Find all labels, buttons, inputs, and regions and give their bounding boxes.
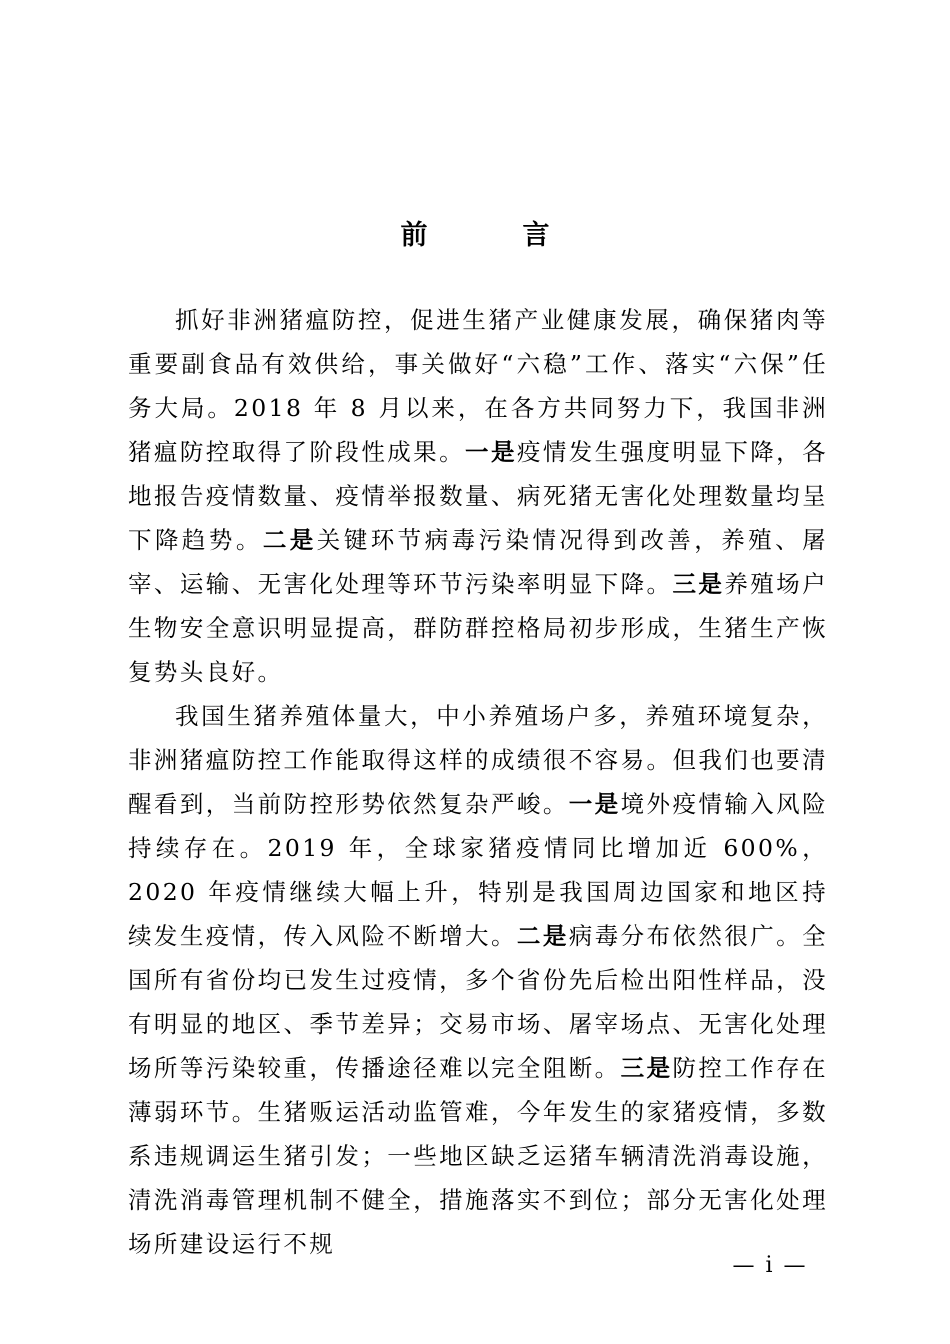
paragraph-2-point-three-label: 三是: [620, 1054, 673, 1082]
paragraph-2-segment-5: 病毒分布依然很广。全国所有省份均已发生过疫情，多个省份先后检出阳性样品，没有明显的地区、季节差异；交易市场、屠宰场点、无害化处理场所等污染较重，传播途径难以完全阻断。: [128, 922, 829, 1082]
paragraph-2: [128, 694, 828, 1266]
paragraph-2-point-one-label: 一是: [568, 790, 621, 818]
paragraph-1-point-two-label: 二是: [262, 526, 317, 554]
paragraph-2-segment-7: 防控工作存在薄弱环节。生猪贩运活动监管难，今年发生的家猪疫情，多数系违规调运生猪引发；一些地区缺乏运猪车辆清洗消毒设施，清洗消毒管理机制不健全，措施落实不到位；部分无害化处理场所建设运行不规: [128, 1054, 828, 1258]
paragraph-1-segment-7: 养殖场户生物安全意识明显提高，群防群控格局初步形成，生猪生产恢复势头良好。: [128, 570, 828, 686]
document-body: [128, 298, 828, 1266]
paragraph-2-segment-3: 境外疫情输入风险持续存在。2019 年，全球家猪疫情同比增加近 600%，2020 年疫情继续大幅上升，特别是我国周边国家和地区持续发生疫情，传入风险不断增大。: [128, 790, 828, 950]
page-title: 前 言: [400, 220, 584, 251]
paragraph-2-segment-1: 我国生猪养殖体量大，中小养殖场户多，养殖环境复杂，非洲猪瘟防控工作能取得这样的成绩很不容易。但我们也要清醒看到，当前防控形势依然复杂严峻。: [128, 702, 828, 818]
paragraph-1-segment-5: 关键环节病毒污染情况得到改善，养殖、屠宰、运输、无害化处理等环节污染率明显下降。: [128, 526, 829, 598]
paragraph-1-segment-3: 疫情发生强度明显下降，各地报告疫情数量、疫情举报数量、病死猪无害化处理数量均呈下降趋势。: [128, 438, 828, 554]
paragraph-2-point-two-label: 二是: [516, 922, 569, 950]
paragraph-1-segment-1: 抓好非洲猪瘟防控，促进生猪产业健康发展，确保猪肉等重要副食品有效供给，事关做好“六稳”工作、落实“六保”任务大局。2018 年 8 月以来，在各方共同努力下，我国非洲猪瘟防控取得了阶段性成果。: [128, 306, 828, 466]
paragraph-1-point-one-label: 一是: [465, 438, 517, 466]
page-number: — i —: [732, 1253, 808, 1278]
paragraph-1-point-three-label: 三是: [672, 570, 725, 598]
paragraph-1: [128, 298, 828, 694]
